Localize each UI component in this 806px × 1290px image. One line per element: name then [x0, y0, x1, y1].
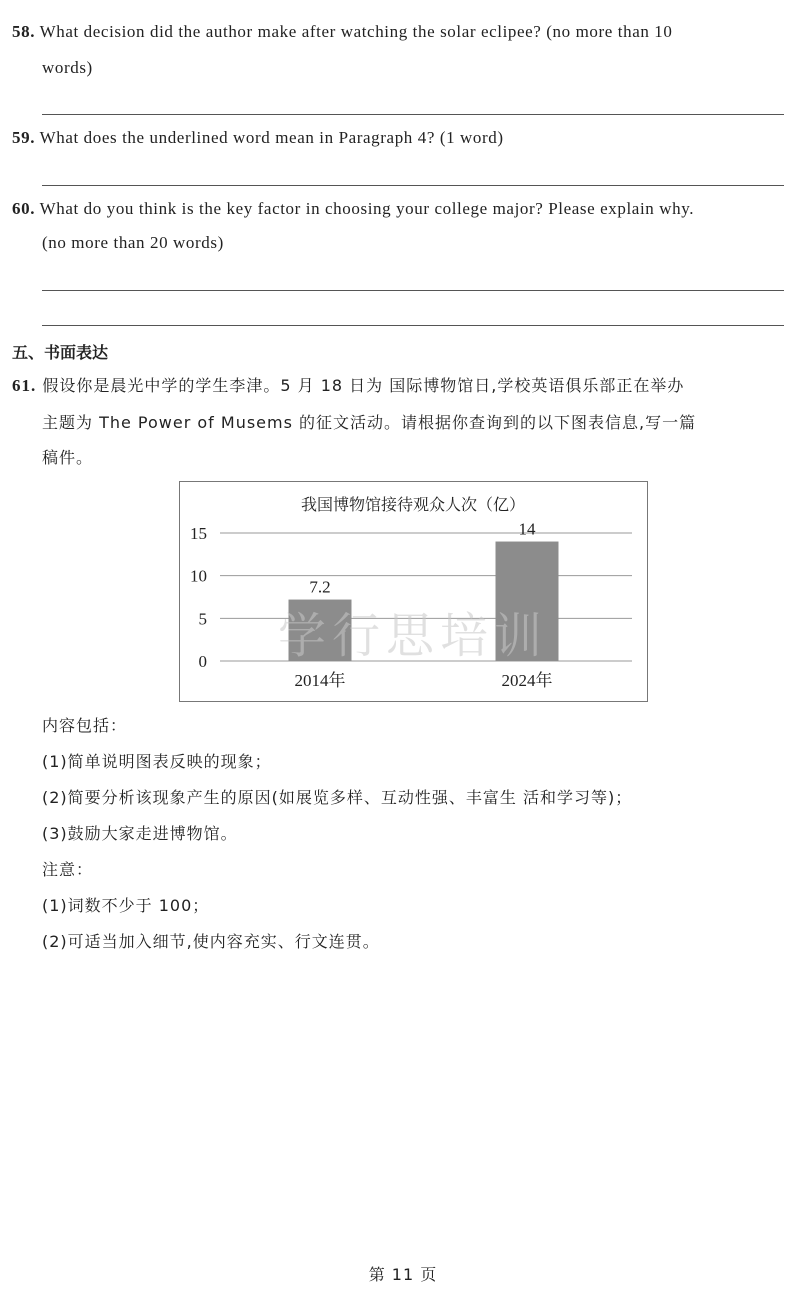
x-tick-label: 2014年: [294, 671, 346, 690]
y-tick-label: 15: [190, 524, 207, 543]
question-61-line2: 主题为 The Power of Musems 的征文活动。请根据你查询到的以下图表信息,写一篇: [42, 413, 697, 432]
question-text: 假设你是晨光中学的学生李津。5 月 18 日为 国际博物馆日,学校英语俱乐部正在举办: [42, 376, 685, 395]
question-60-continued: (no more than 20 words): [42, 233, 224, 252]
question-61: [12, 373, 684, 396]
question-number: 58.: [12, 22, 36, 41]
answer-line[interactable]: [42, 114, 784, 115]
question-text: What does the underlined word mean in Paragraph 4? (1 word): [39, 128, 504, 147]
content-heading: 内容包括：: [42, 716, 128, 735]
content-item: (1)简单说明图表反映的现象；: [42, 752, 272, 771]
answer-line[interactable]: [42, 185, 784, 186]
question-61-line3: 稿件。: [42, 448, 94, 467]
question-number: 61.: [12, 376, 37, 395]
question-number: 60.: [12, 199, 36, 218]
bar-value-label: 14: [518, 519, 536, 539]
question-60: [12, 199, 694, 219]
question-text: What do you think is the key factor in choosing your college major? Please explain why.: [39, 199, 695, 218]
watermark: 学行思培训: [277, 608, 549, 664]
y-tick-label: 0: [198, 652, 207, 671]
answer-line[interactable]: [42, 290, 784, 291]
content-item: (2)简要分析该现象产生的原因(如展览多样、互动性强、丰富生 活和学习等)；: [42, 788, 633, 807]
notes-heading: 注意：: [42, 860, 94, 879]
question-58: [12, 22, 673, 42]
chart-svg: [180, 482, 647, 701]
bar-chart: [179, 481, 648, 702]
answer-line[interactable]: [42, 325, 784, 326]
question-58-continued: words): [42, 58, 93, 77]
question-text: What decision did the author make after watching the solar eclipee? (no more than 10: [39, 22, 673, 41]
y-tick-label: 10: [190, 566, 207, 586]
bar-value-label: 7.2: [309, 577, 331, 597]
x-tick-label: 2024年: [501, 671, 553, 690]
chart-title: 我国博物馆接待观众人次（亿）: [300, 495, 526, 514]
question-number: 59.: [12, 128, 36, 147]
page-number: 第 11 页: [368, 1265, 438, 1284]
y-tick-label: 5: [198, 609, 207, 629]
notes-item: (1)词数不少于 100；: [42, 896, 210, 915]
question-59: [12, 128, 504, 148]
section-title: 五、书面表达: [12, 343, 109, 362]
notes-item: (2)可适当加入细节,使内容充实、行文连贯。: [42, 932, 380, 951]
content-item: (3)鼓励大家走进博物馆。: [42, 824, 238, 843]
